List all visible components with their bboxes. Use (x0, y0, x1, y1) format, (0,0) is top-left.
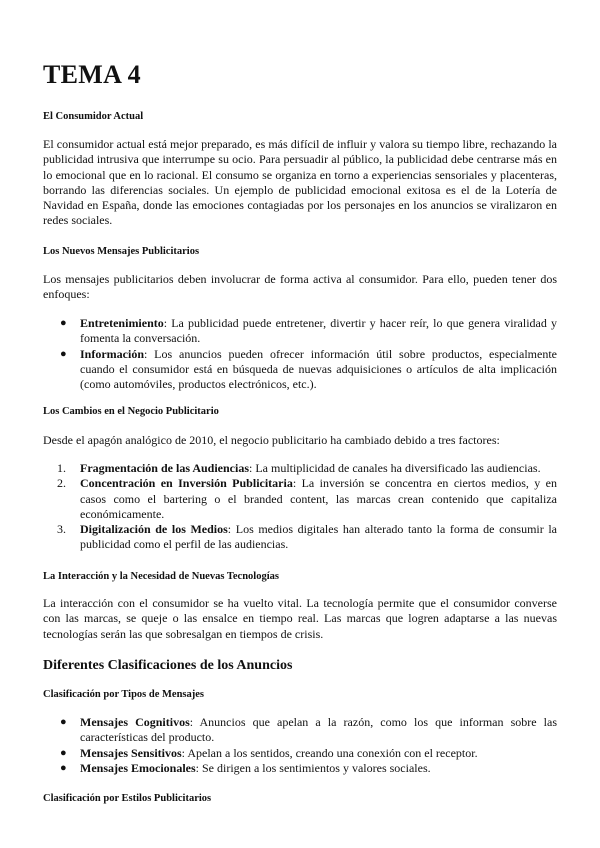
list-item (43, 522, 557, 553)
list-item (43, 746, 557, 761)
section-heading-cambios: Los Cambios en el Negocio Publicitario (43, 406, 219, 417)
section-heading-interaccion: La Interacción y la Necesidad de Nuevas Tecnologías (43, 571, 279, 582)
subsection-heading-tipos: Clasificación por Tipos de Mensajes (43, 689, 205, 700)
term: Entretenimiento (80, 316, 164, 330)
list-item (43, 715, 557, 746)
bullet-icon: ● (60, 317, 67, 329)
paragraph-cambios: Desde el apagón analógico de 2010, el negocio publicitario ha cambiado debido a tres factores: (43, 433, 500, 447)
list-item (43, 461, 557, 476)
description: : Se dirigen a los sentimientos y valores sociales. (195, 760, 431, 775)
description: : La inversión se concentra en ciertos medios, y en casos como el bartering o el branded content, las marcas crean contenido que capitaliza económicamente. (80, 476, 557, 521)
description: : Los anuncios pueden ofrecer información útil sobre productos, especialmente cuando el consumidor está en búsqueda de nuevas adquisiciones o artículos de alta implicación (como automóviles, productos electrónicos, etc.). (80, 346, 557, 392)
list-factores (43, 461, 557, 553)
paragraph-interaccion: La interacción con el consumidor se ha vuelto vital. La tecnología permite que el consumidor converse con las marcas, se queje o las ensalce en tiempo real. Las marcas que logren adaptarse a las nuevas tecnologías serán las que sobresalgan en tiempos de crisis. (43, 596, 557, 641)
description: : La multiplicidad de canales ha diversificado las audiencias. (249, 461, 541, 475)
list-enfoques (43, 316, 557, 392)
list-number: 3. (57, 522, 66, 537)
bullet-icon: ● (60, 716, 67, 728)
paragraph-consumidor: El consumidor actual está mejor preparado, es más difícil de influir y valora su tiempo libre, rechazando la publicidad intrusiva que interrumpe su ocio. Para persuadir al público, la publicidad debe centrarse más en lo emocional que en lo racional. El consumo se organiza en torno a experiencias sensoriales y placenteras, borrando las diferencias sociales. Un ejemplo de publicidad emocional exitosa es el de la Lotería de Navidad en España, donde las emociones contagiadas por los personajes en los anuncios se viralizaron en redes sociales. (43, 137, 557, 228)
description: : Anuncios que apelan a la razón, como los que informan sobre las características del producto. (80, 715, 557, 745)
term: Mensajes Cognitivos (80, 715, 190, 729)
bullet-icon: ● (60, 746, 67, 759)
paragraph-mensajes: Los mensajes publicitarios deben involucrar de forma activa al consumidor. Para ello, pueden tener dos enfoques: (43, 272, 557, 302)
list-number: 2. (57, 476, 66, 491)
bullet-icon: ● (60, 347, 67, 360)
term: Concentración en Inversión Publicitaria (80, 476, 293, 491)
term: Mensajes Emocionales (80, 760, 196, 775)
term: Información (80, 346, 144, 361)
list-number: 1. (57, 461, 66, 475)
term: Mensajes Sensitivos (80, 745, 182, 760)
description: : Los medios digitales han alterado tanto la forma de consumir la publicidad como el perfil de las audiencias. (80, 522, 557, 552)
page-title: TEMA 4 (43, 60, 141, 89)
description: : La publicidad puede entretener, divertir y hacer reír, lo que genera viralidad y fomenta la conversación. (80, 316, 557, 346)
term: Fragmentación de las Audiencias (80, 461, 250, 475)
section-heading-consumidor: El Consumidor Actual (43, 111, 144, 122)
section-heading-clasificaciones: Diferentes Clasificaciones de los Anuncios (43, 658, 293, 673)
list-item (43, 316, 557, 347)
list-item (43, 761, 557, 776)
list-tipos-mensajes (43, 715, 557, 776)
term: Digitalización de los Medios (80, 522, 228, 537)
bullet-icon: ● (60, 761, 67, 774)
description: : Apelan a los sentidos, creando una conexión con el receptor. (181, 745, 478, 760)
list-item (43, 476, 557, 522)
list-item (43, 347, 557, 393)
section-heading-mensajes: Los Nuevos Mensajes Publicitarios (43, 246, 200, 257)
subsection-heading-estilos: Clasificación por Estilos Publicitarios (43, 793, 212, 804)
